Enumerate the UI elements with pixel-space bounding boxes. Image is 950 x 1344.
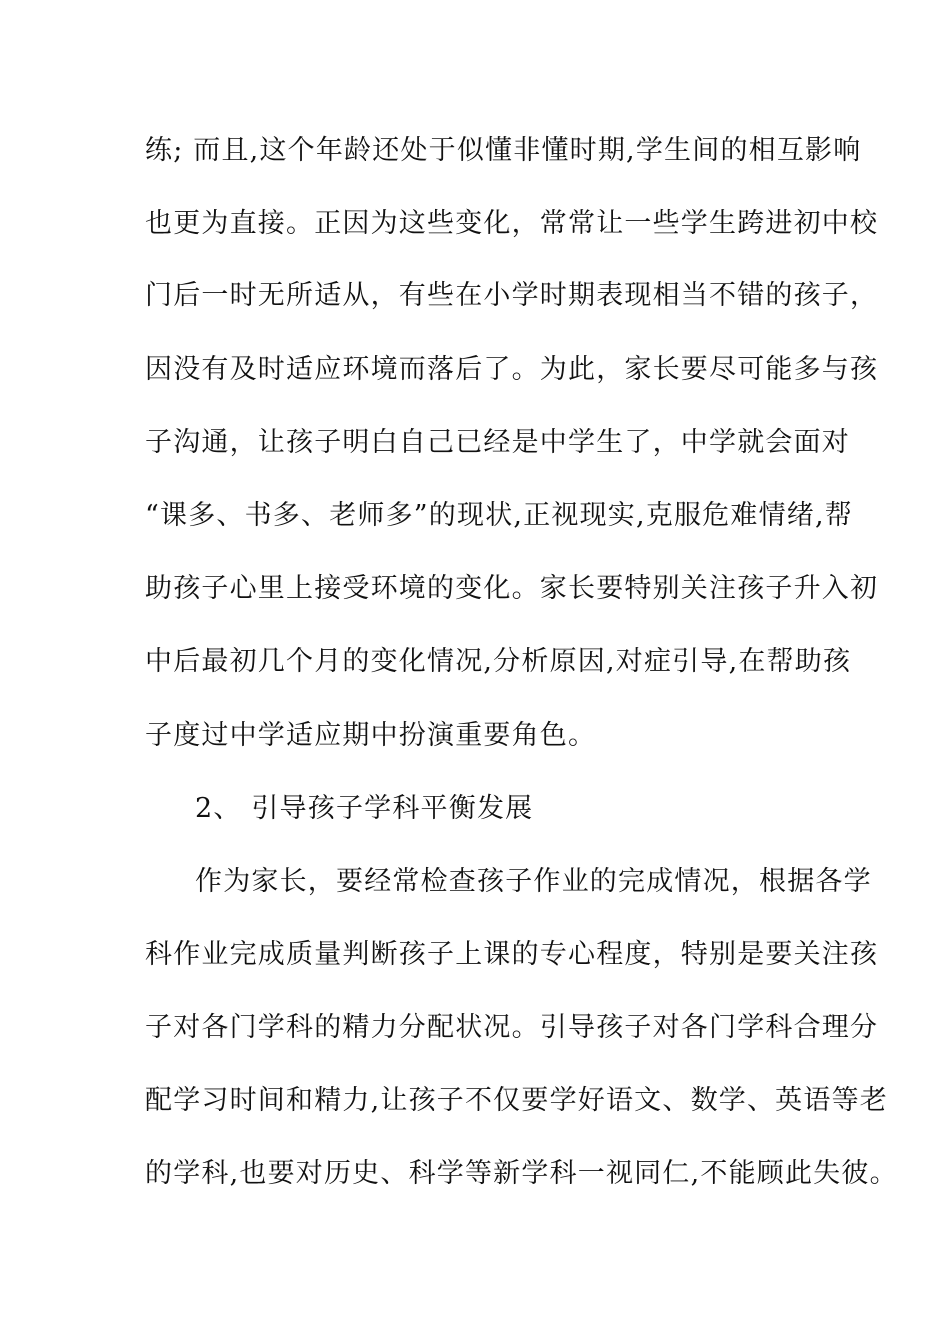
paragraph-line: 中后最初几个月的变化情况,分析原因,对症引导,在帮助孩 [145,646,852,677]
paragraph-line: 因没有及时适应环境而落后了。为此，家长要尽可能多与孩 [145,354,879,385]
section-heading: 2、 引导孩子学科平衡发展 [195,793,534,824]
paragraph-line: 也更为直接。正因为这些变化，常常让一些学生跨进初中校 [145,208,879,239]
paragraph-line: 子度过中学适应期中扮演重要角色。 [145,720,597,751]
paragraph-line: 的学科,也要对历史、科学等新学科一视同仁,不能顾此失彼。 [145,1158,898,1189]
paragraph-line: 门后一时无所适从，有些在小学时期表现相当不错的孩子， [145,280,879,311]
paragraph-line: “课多、书多、老师多”的现状,正视现实,克服危难情绪,帮 [145,500,853,531]
paragraph-line: 子对各门学科的精力分配状况。引导孩子对各门学科合理分 [145,1012,879,1043]
paragraph-line: 科作业完成质量判断孩子上课的专心程度，特别是要关注孩 [145,939,879,970]
paragraph-line: 子沟通，让孩子明白自己已经是中学生了，中学就会面对 [145,427,850,458]
paragraph-line: 作为家长，要经常检查孩子作业的完成情况，根据各学 [195,866,872,897]
paragraph-line: 配学习时间和精力,让孩子不仅要学好语文、数学、英语等老 [145,1085,888,1116]
paragraph-line: 助孩子心里上接受环境的变化。家长要特别关注孩子升入初 [145,573,879,604]
paragraph-line: 练; 而且,这个年龄还处于似懂非懂时期,学生间的相互影响 [145,135,862,166]
